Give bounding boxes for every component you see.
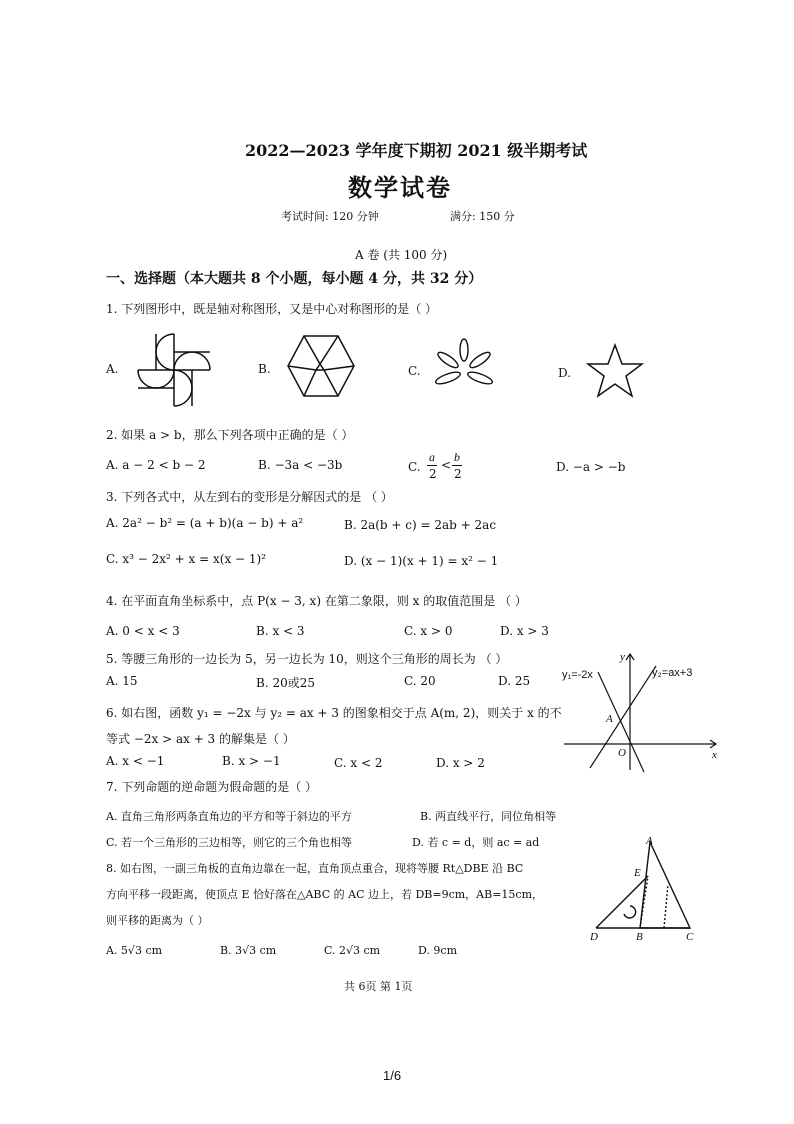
q2-option-b: B. −3a < −3b (258, 458, 343, 472)
tri-label-b: B (636, 931, 643, 943)
q6-stem-line2: 等式 −2x > ax + 3 的解集是（ ） (106, 732, 295, 746)
q8-option-b: B. 3√3 cm (220, 944, 277, 957)
q2-option-c-label: C. (408, 460, 421, 474)
full-marks: 满分: 150 分 (450, 210, 515, 223)
q7-stem: 7. 下列命题的逆命题为假命题的是（ ） (106, 780, 318, 794)
q6-stem-line1: 6. 如右图，函数 y₁ = −2x 与 y₂ = ax + 3 的图象相交于点 A(m, 2)，则关于 x 的不 (106, 706, 562, 720)
page-counter: 1/6 (383, 1068, 402, 1083)
q8-stem-line2: 方向平移一段距离，使顶点 E 恰好落在△ABC 的 AC 边上，若 DB=9cm，AB=15cm， (106, 888, 544, 901)
q1-option-b-label: B. (258, 362, 271, 376)
q8-option-c: C. 2√3 cm (324, 944, 381, 957)
triangle-figure (586, 834, 696, 946)
q1-option-d-label: D. (558, 366, 572, 380)
graph-y-axis-label: y (620, 651, 625, 663)
q7-option-c: C. 若一个三角形的三边相等，则它的三个角也相等 (106, 836, 353, 849)
q1-option-c-label: C. (408, 364, 421, 378)
graph-y1-label: y₁=-2x (562, 669, 593, 681)
pinwheel-figure (134, 330, 214, 410)
q8-stem-line1: 8. 如右图，一副三角板的直角边靠在一起，直角顶点重合，现将等腰 Rt△DBE 沿 BC (106, 862, 524, 875)
q5-stem: 5. 等腰三角形的一边长为 5，另一边长为 10，则这个三角形的周长为 （ ） (106, 652, 508, 666)
q5-option-c: C. 20 (404, 674, 436, 688)
exam-time: 考试时间: 120 分钟 (281, 210, 379, 223)
page-info: 共 6页 第 1页 (344, 980, 413, 993)
graph-point-a-label: A (606, 713, 613, 725)
q2-c-num1: a (429, 450, 435, 464)
tri-label-d: D (590, 931, 598, 943)
q4-stem: 4. 在平面直角坐标系中，点 P(x − 3, x) 在第二象限，则 x 的取值范围是 （ ） (106, 594, 527, 608)
q5-option-a: A. 15 (106, 674, 138, 688)
recycle-figure (284, 332, 358, 406)
q5-option-b: B. 20或25 (256, 676, 315, 690)
q2-c-frac-bar1 (427, 465, 437, 466)
subject-title: 数学试卷 (348, 173, 452, 202)
q2-c-den1: 2 (429, 467, 437, 481)
q4-option-a: A. 0 < x < 3 (106, 624, 180, 638)
q3-option-a: A. 2a² − b² = (a + b)(a − b) + a² (106, 516, 304, 530)
q3-option-b: B. 2a(b + c) = 2ab + 2ac (344, 518, 497, 532)
graph-x-axis-label: x (712, 749, 717, 761)
petal-figure (432, 338, 496, 396)
section-a-label: A 卷 (共 100 分) (355, 248, 448, 262)
function-graph (560, 648, 724, 774)
q5-option-d: D. 25 (498, 674, 531, 688)
star-figure (584, 342, 646, 402)
q6-option-c: C. x < 2 (334, 756, 383, 770)
q6-option-a: A. x < −1 (106, 754, 165, 768)
q4-option-d: D. x > 3 (500, 624, 549, 638)
graph-origin-label: O (618, 747, 626, 759)
q4-option-b: B. x < 3 (256, 624, 305, 638)
q3-option-c: C. x³ − 2x² + x = x(x − 1)² (106, 552, 267, 566)
q7-option-d: D. 若 c = d，则 ac = ad (412, 836, 540, 849)
tri-label-e: E (634, 867, 641, 879)
tri-label-a: A (646, 835, 653, 847)
q2-c-den2: 2 (454, 467, 462, 481)
q8-option-d: D. 9cm (418, 944, 458, 957)
q6-option-b: B. x > −1 (222, 754, 281, 768)
section-heading: 一、选择题（本大题共 8 个小题，每小题 4 分，共 32 分） (106, 271, 483, 287)
q2-c-relation: < (441, 458, 452, 472)
q7-option-a: A. 直角三角形两条直角边的平方和等于斜边的平方 (106, 810, 352, 823)
graph-y2-label: y₂=ax+3 (652, 667, 693, 679)
q1-stem: 1. 下列图形中，既是轴对称图形，又是中心对称图形的是（ ） (106, 302, 438, 316)
q8-stem-line3: 则平移的距离为（ ） (106, 914, 209, 927)
q2-c-frac-bar2 (452, 465, 462, 466)
q2-c-num2: b (454, 450, 460, 464)
q3-option-d: D. (x − 1)(x + 1) = x² − 1 (344, 554, 499, 568)
q2-option-a: A. a − 2 < b − 2 (106, 458, 206, 472)
q2-option-d: D. −a > −b (556, 460, 626, 474)
q8-option-a: A. 5√3 cm (106, 944, 163, 957)
q7-option-b: B. 两直线平行，同位角相等 (420, 810, 557, 823)
q4-option-c: C. x > 0 (404, 624, 453, 638)
q3-stem: 3. 下列各式中，从左到右的变形是分解因式的是 （ ） (106, 490, 393, 504)
q1-option-a-label: A. (106, 362, 119, 376)
exam-title: 2022—2023 学年度下期初 2021 级半期考试 (245, 141, 588, 160)
q6-option-d: D. x > 2 (436, 756, 485, 770)
q2-stem: 2. 如果 a > b，那么下列各项中正确的是（ ） (106, 428, 354, 442)
tri-label-c: C (686, 931, 694, 943)
